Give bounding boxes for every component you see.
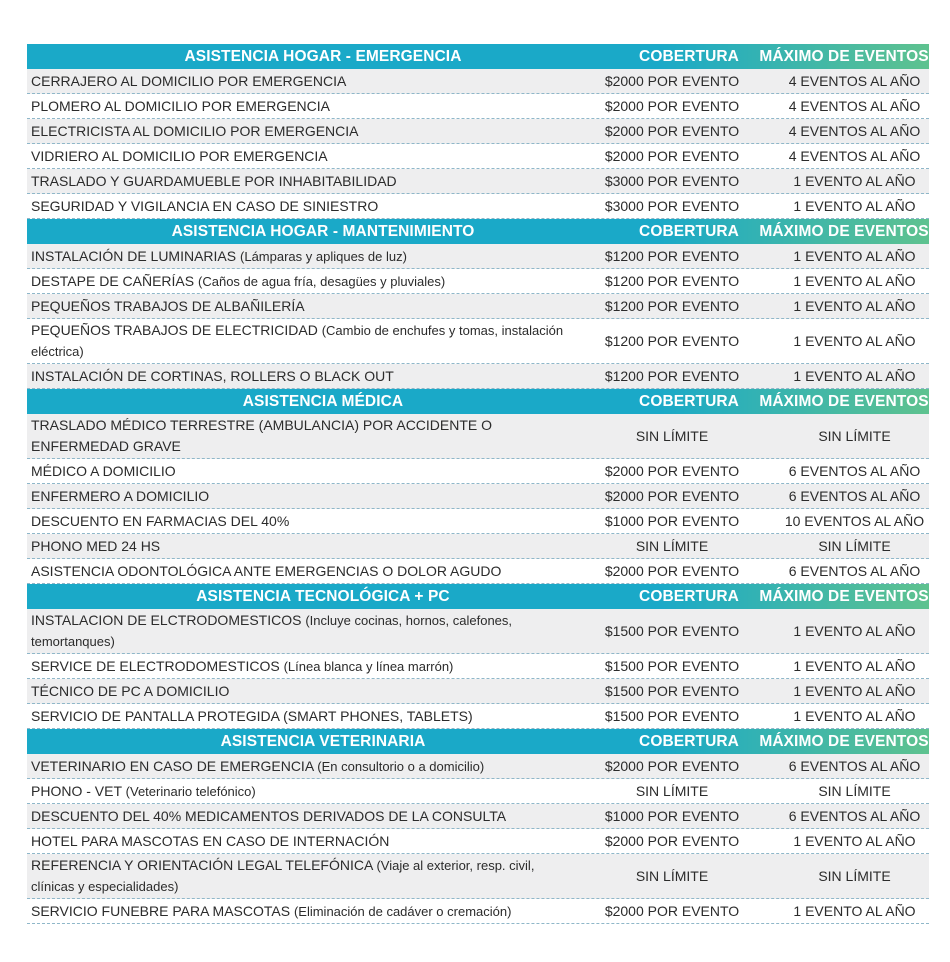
table-row [27, 679, 929, 704]
service-detail: (Lámparas y apliques de luz) [240, 248, 407, 264]
cobertura-header: COBERTURA [639, 587, 739, 605]
table-row [27, 899, 929, 924]
coverage-cell: $2000 POR EVENTO [604, 758, 740, 774]
service-name: VIDRIERO AL DOMICILIO POR EMERGENCIA [31, 147, 328, 164]
table-row [27, 414, 929, 459]
section-0 [27, 44, 929, 219]
max-events-cell: 1 EVENTO AL AÑO [793, 298, 916, 314]
service-cell [27, 656, 564, 677]
section-title: ASISTENCIA HOGAR - MANTENIMIENTO [171, 222, 475, 240]
service-name: ENFERMERO A DOMICILIO [31, 487, 210, 504]
max-events-cell: 6 EVENTOS AL AÑO [788, 488, 921, 504]
section-2 [27, 389, 929, 584]
coverage-cell: $1000 POR EVENTO [604, 513, 740, 529]
maximo-header: MÁXIMO DE EVENTOS [759, 587, 929, 605]
service-cell [27, 536, 564, 557]
section-title: ASISTENCIA MÉDICA [242, 392, 404, 410]
section-header [27, 584, 929, 609]
max-events-cell: 1 EVENTO AL AÑO [793, 248, 916, 264]
max-events-cell: 1 EVENTO AL AÑO [793, 173, 916, 189]
section-title: ASISTENCIA TECNOLÓGICA + PC [196, 587, 450, 605]
table-row [27, 609, 929, 654]
coverage-cell: $3000 POR EVENTO [604, 173, 740, 189]
service-detail: (Veterinario telefónico) [125, 783, 256, 799]
service-name: DESCUENTO DEL 40% MEDICAMENTOS DERIVADOS DE LA CONSULTA [31, 807, 507, 824]
service-name: MÉDICO A DOMICILIO [31, 462, 176, 479]
max-events-cell: 1 EVENTO AL AÑO [793, 198, 916, 214]
cobertura-header: COBERTURA [639, 392, 739, 410]
section-header [27, 389, 929, 414]
cobertura-header: COBERTURA [639, 732, 739, 750]
service-name: SEGURIDAD Y VIGILANCIA EN CASO DE SINIESTRO [31, 197, 379, 214]
benefits-table [27, 44, 929, 924]
max-events-cell: 6 EVENTOS AL AÑO [788, 563, 921, 579]
service-cell [27, 706, 564, 727]
max-events-cell: SIN LÍMITE [818, 783, 891, 799]
service-detail: (Cambio de enchufes y tomas, instalación eléctrica) [31, 323, 564, 359]
max-events-cell: 4 EVENTOS AL AÑO [788, 73, 921, 89]
service-cell [27, 121, 564, 142]
coverage-cell: $2000 POR EVENTO [604, 563, 740, 579]
table-row [27, 534, 929, 559]
table-row [27, 509, 929, 534]
service-name: ASISTENCIA ODONTOLÓGICA ANTE EMERGENCIAS O DOLOR AGUDO [31, 562, 502, 579]
coverage-cell: SIN LÍMITE [635, 783, 709, 799]
service-name: PHONO MED 24 HS [31, 537, 161, 554]
service-detail: (Línea blanca y línea marrón) [283, 658, 454, 674]
coverage-cell: $2000 POR EVENTO [604, 463, 740, 479]
service-cell [27, 96, 564, 117]
table-row [27, 364, 929, 389]
max-events-cell: SIN LÍMITE [818, 868, 891, 884]
max-events-cell: 6 EVENTOS AL AÑO [788, 808, 921, 824]
service-detail: (Eliminación de cadáver o cremación) [293, 903, 512, 919]
max-events-cell: 1 EVENTO AL AÑO [793, 273, 916, 289]
coverage-cell: $1500 POR EVENTO [604, 658, 740, 674]
service-name: DESTAPE DE CAÑERÍAS [31, 272, 195, 289]
section-4 [27, 729, 929, 924]
table-row [27, 319, 929, 364]
max-events-cell: 1 EVENTO AL AÑO [793, 833, 916, 849]
service-cell [27, 196, 564, 217]
table-row [27, 654, 929, 679]
table-row [27, 69, 929, 94]
coverage-cell: $1500 POR EVENTO [604, 708, 740, 724]
section-title: ASISTENCIA VETERINARIA [220, 732, 426, 750]
service-detail: (En consultorio o a domicilio) [317, 758, 485, 774]
section-3 [27, 584, 929, 729]
service-name: HOTEL PARA MASCOTAS EN CASO DE INTERNACIÓN [31, 832, 390, 849]
coverage-cell: $2000 POR EVENTO [604, 833, 740, 849]
service-name: SERVICIO FUNEBRE PARA MASCOTAS [31, 902, 291, 919]
service-cell [27, 511, 564, 532]
table-row [27, 119, 929, 144]
service-cell [27, 271, 564, 292]
table-row [27, 94, 929, 119]
service-name: TÉCNICO DE PC A DOMICILIO [31, 682, 230, 699]
max-events-cell: 1 EVENTO AL AÑO [793, 333, 916, 349]
service-cell [27, 461, 564, 482]
maximo-header: MÁXIMO DE EVENTOS [759, 222, 929, 240]
table-row [27, 459, 929, 484]
service-cell [27, 756, 564, 777]
service-name: INSTALACIÓN DE LUMINARIAS [31, 247, 237, 264]
table-row [27, 169, 929, 194]
service-cell [27, 415, 564, 457]
table-row [27, 754, 929, 779]
table-row [27, 194, 929, 219]
coverage-cell: $3000 POR EVENTO [604, 198, 740, 214]
section-header [27, 44, 929, 69]
service-cell [27, 486, 564, 507]
max-events-cell: 6 EVENTOS AL AÑO [788, 758, 921, 774]
service-cell [27, 901, 564, 922]
cobertura-header: COBERTURA [639, 222, 739, 240]
max-events-cell: 1 EVENTO AL AÑO [793, 903, 916, 919]
table-row [27, 779, 929, 804]
service-name: SERVICE DE ELECTRODOMESTICOS [31, 657, 280, 674]
table-row [27, 854, 929, 899]
coverage-cell: $1200 POR EVENTO [604, 273, 740, 289]
max-events-cell: 6 EVENTOS AL AÑO [788, 463, 921, 479]
max-events-cell: 1 EVENTO AL AÑO [793, 683, 916, 699]
coverage-cell: SIN LÍMITE [635, 868, 709, 884]
max-events-cell: 1 EVENTO AL AÑO [793, 708, 916, 724]
max-events-cell: 4 EVENTOS AL AÑO [788, 148, 921, 164]
service-name: PHONO - VET [31, 782, 122, 799]
service-cell [27, 781, 564, 802]
service-name: DESCUENTO EN FARMACIAS DEL 40% [31, 512, 290, 529]
service-name: PEQUEÑOS TRABAJOS DE ELECTRICIDAD [31, 322, 318, 338]
table-row [27, 559, 929, 584]
coverage-cell: $2000 POR EVENTO [604, 488, 740, 504]
coverage-cell: $2000 POR EVENTO [604, 148, 740, 164]
section-1 [27, 219, 929, 389]
service-name: ELECTRICISTA AL DOMICILIO POR EMERGENCIA [31, 122, 359, 139]
service-cell [27, 320, 564, 362]
service-cell [27, 366, 564, 387]
service-cell [27, 855, 564, 897]
service-cell [27, 561, 564, 582]
service-cell [27, 246, 564, 267]
coverage-cell: $1200 POR EVENTO [604, 298, 740, 314]
service-name: INSTALACIÓN DE CORTINAS, ROLLERS O BLACK OUT [31, 367, 394, 384]
table-row [27, 484, 929, 509]
max-events-cell: SIN LÍMITE [818, 538, 891, 554]
service-detail: (Incluye cocinas, hornos, calefones, temortanques) [31, 613, 513, 649]
service-cell [27, 681, 564, 702]
table-row [27, 269, 929, 294]
section-header [27, 219, 929, 244]
coverage-cell: $1000 POR EVENTO [604, 808, 740, 824]
service-cell [27, 610, 564, 652]
coverage-cell: SIN LÍMITE [635, 428, 709, 444]
coverage-cell: $1500 POR EVENTO [604, 683, 740, 699]
section-title: ASISTENCIA HOGAR - EMERGENCIA [184, 47, 462, 65]
max-events-cell: SIN LÍMITE [818, 428, 891, 444]
table-row [27, 244, 929, 269]
service-name: REFERENCIA Y ORIENTACIÓN LEGAL TELEFÓNICA [31, 857, 373, 873]
max-events-cell: 1 EVENTO AL AÑO [793, 623, 916, 639]
table-row [27, 804, 929, 829]
service-name: PEQUEÑOS TRABAJOS DE ALBAÑILERÍA [31, 297, 305, 314]
table-row [27, 294, 929, 319]
service-name: TRASLADO MÉDICO TERRESTRE (AMBULANCIA) POR ACCIDENTE O ENFERMEDAD GRAVE [31, 417, 493, 454]
max-events-cell: 4 EVENTOS AL AÑO [788, 123, 921, 139]
max-events-cell: 10 EVENTOS AL AÑO [784, 513, 925, 529]
service-cell [27, 71, 564, 92]
coverage-cell: $2000 POR EVENTO [604, 98, 740, 114]
service-detail: (Viaje al exterior, resp. civil, clínicas y especialidades) [31, 858, 535, 894]
coverage-cell: $2000 POR EVENTO [604, 123, 740, 139]
maximo-header: MÁXIMO DE EVENTOS [759, 392, 929, 410]
coverage-cell: $1200 POR EVENTO [604, 333, 740, 349]
coverage-cell: $2000 POR EVENTO [604, 903, 740, 919]
coverage-cell: SIN LÍMITE [635, 538, 709, 554]
section-header [27, 729, 929, 754]
service-cell [27, 806, 564, 827]
coverage-cell: $1500 POR EVENTO [604, 623, 740, 639]
max-events-cell: 1 EVENTO AL AÑO [793, 368, 916, 384]
service-cell [27, 146, 564, 167]
service-cell [27, 171, 564, 192]
coverage-cell: $1200 POR EVENTO [604, 248, 740, 264]
table-row [27, 704, 929, 729]
cobertura-header: COBERTURA [639, 47, 739, 65]
service-name: CERRAJERO AL DOMICILIO POR EMERGENCIA [31, 72, 347, 89]
maximo-header: MÁXIMO DE EVENTOS [759, 47, 929, 65]
service-name: VETERINARIO EN CASO DE EMERGENCIA [31, 757, 314, 774]
service-name: INSTALACION DE ELCTRODOMESTICOS [31, 612, 302, 628]
maximo-header: MÁXIMO DE EVENTOS [759, 732, 929, 750]
coverage-cell: $1200 POR EVENTO [604, 368, 740, 384]
service-detail: (Caños de agua fría, desagües y pluviales) [198, 273, 446, 289]
service-cell [27, 296, 564, 317]
service-name: TRASLADO Y GUARDAMUEBLE POR INHABITABILIDAD [31, 172, 397, 189]
service-name: SERVICIO DE PANTALLA PROTEGIDA (SMART PHONES, TABLETS) [31, 707, 473, 724]
table-row [27, 144, 929, 169]
max-events-cell: 4 EVENTOS AL AÑO [788, 98, 921, 114]
coverage-cell: $2000 POR EVENTO [604, 73, 740, 89]
service-cell [27, 831, 564, 852]
max-events-cell: 1 EVENTO AL AÑO [793, 658, 916, 674]
table-row [27, 829, 929, 854]
service-name: PLOMERO AL DOMICILIO POR EMERGENCIA [31, 97, 330, 114]
